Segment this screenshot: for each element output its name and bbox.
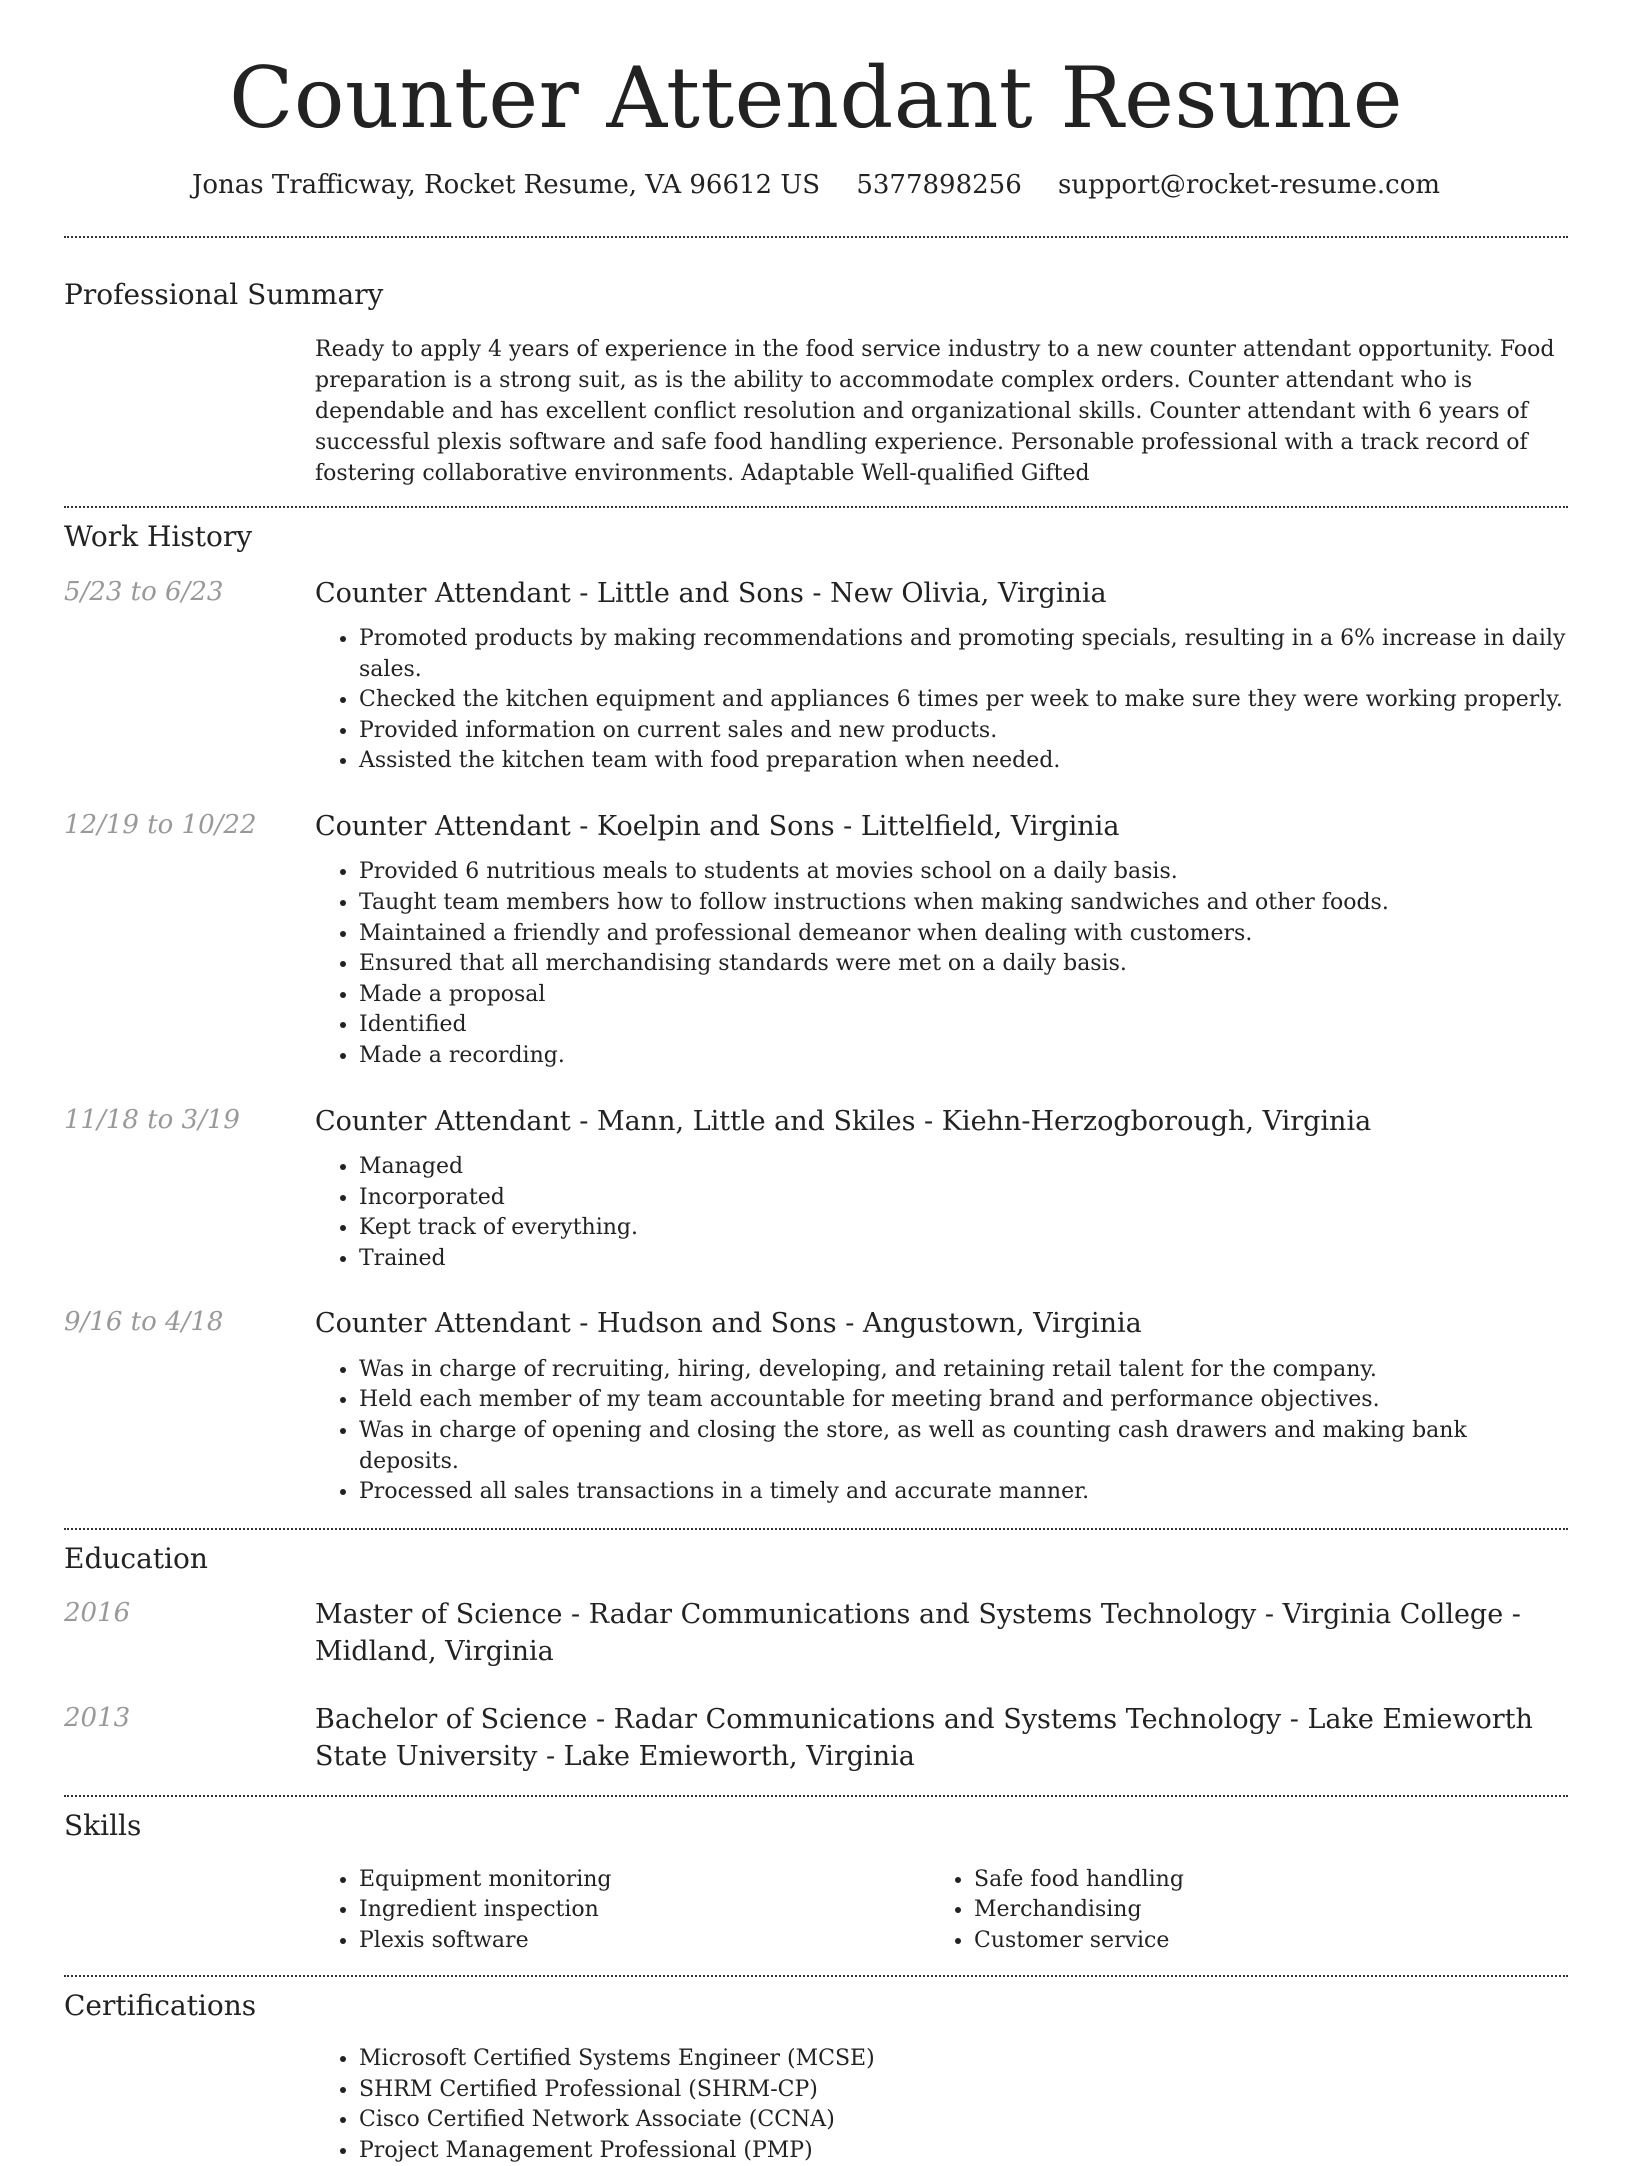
job-title: Counter Attendant - Little and Sons - New Olivia, Virginia <box>315 577 1107 609</box>
job-dates: 11/18 to 3/19 <box>64 1104 240 1135</box>
divider <box>64 236 1568 238</box>
job-entry <box>0 1306 1632 1507</box>
job-dates: 5/23 to 6/23 <box>64 576 224 607</box>
list-item: • Maintained a friendly and professional demeanor when dealing with customers. <box>359 919 1568 950</box>
contact-email: support@rocket-resume.com <box>1058 170 1441 201</box>
job-entry <box>0 1104 1632 1275</box>
certifications-heading: Certifications <box>64 1988 257 2022</box>
job-entry <box>0 576 1632 777</box>
list-item: • Safe food handling <box>974 1865 1545 1896</box>
list-item: • Trained <box>359 1244 1568 1275</box>
job-dates: 12/19 to 10/22 <box>64 809 257 840</box>
divider <box>64 1528 1568 1530</box>
job-bullets <box>315 857 1568 1071</box>
job-bullets <box>315 1355 1568 1508</box>
list-item: • Incorporated <box>359 1183 1568 1214</box>
list-item: • SHRM Certified Professional (SHRM-CP) <box>359 2075 1568 2106</box>
summary-text: Ready to apply 4 years of experience in the food service industry to a new counter attendant opportunity. Food preparation is a strong suit, as is the ability to accommodate complex orders. Counter attendant who is dependable and has excellent conflict resolution and organizational skills. Counter attendant with 6 years of successful plexis software and safe food handling experience. Personable professional with a track record of fostering collaborative environments. Adaptable Well-qualified Gifted <box>315 336 1555 486</box>
contact-address: Jonas Trafficway, Rocket Resume, VA 96612 US <box>191 170 821 201</box>
education-degree: Master of Science - Radar Communications and Systems Technology - Virginia College - Midland, Virginia <box>315 1599 1521 1667</box>
education-year: 2013 <box>64 1703 131 1734</box>
skills-section <box>0 1809 1632 1956</box>
list-item: • Kept track of everything. <box>359 1213 1568 1244</box>
list-item: • Processed all sales transactions in a timely and accurate manner. <box>359 1477 1568 1508</box>
summary-heading: Professional Summary <box>64 278 384 312</box>
list-item: • Plexis software <box>359 1926 930 1957</box>
job-bullets <box>315 1152 1568 1274</box>
list-item: • Ensured that all merchandising standards were met on a daily basis. <box>359 949 1568 980</box>
list-item: • Made a proposal <box>359 980 1568 1011</box>
list-item: • Equipment monitoring <box>359 1865 930 1896</box>
contact-phone: 5377898256 <box>856 170 1022 201</box>
job-title: Counter Attendant - Koelpin and Sons - Littelfield, Virginia <box>315 810 1120 842</box>
list-item: • Assisted the kitchen team with food preparation when needed. <box>359 746 1568 777</box>
education-degree: Bachelor of Science - Radar Communications and Systems Technology - Lake Emieworth State University - Lake Emieworth, Virginia <box>315 1704 1533 1772</box>
certifications-list <box>315 2044 1568 2166</box>
job-entry <box>0 809 1632 1072</box>
summary-section <box>0 278 1632 489</box>
list-item: • Microsoft Certified Systems Engineer (MCSE) <box>359 2044 1568 2075</box>
list-item: • Promoted products by making recommendations and promoting specials, resulting in a 6% increase in daily sales. <box>359 624 1568 685</box>
skills-heading: Skills <box>64 1809 142 1843</box>
list-item: • Ingredient inspection <box>359 1895 930 1926</box>
list-item: • Merchandising <box>974 1895 1545 1926</box>
certifications-section <box>0 1989 1632 2166</box>
contact-line <box>0 170 1632 200</box>
list-item: • Managed <box>359 1152 1568 1183</box>
divider <box>64 1795 1568 1797</box>
divider <box>64 506 1568 508</box>
list-item: • Held each member of my team accountable for meeting brand and performance objectives. <box>359 1385 1568 1416</box>
list-item: • Was in charge of recruiting, hiring, developing, and retaining retail talent for the company. <box>359 1355 1568 1386</box>
work-history-section <box>0 520 1632 1508</box>
list-item: • Was in charge of opening and closing the store, as well as counting cash drawers and making bank deposits. <box>359 1416 1568 1477</box>
list-item: • Checked the kitchen equipment and appliances 6 times per week to make sure they were working properly. <box>359 685 1568 716</box>
education-entry <box>0 1597 1632 1670</box>
list-item: • Identified <box>359 1010 1568 1041</box>
list-item: • Provided information on current sales and new products. <box>359 716 1568 747</box>
skills-list-left <box>315 1865 930 1957</box>
job-title: Counter Attendant - Mann, Little and Skiles - Kiehn-Herzogborough, Virginia <box>315 1105 1372 1137</box>
work-history-heading: Work History <box>64 519 253 553</box>
list-item: • Provided 6 nutritious meals to students at movies school on a daily basis. <box>359 857 1568 888</box>
list-item: • Made a recording. <box>359 1041 1568 1072</box>
education-entry <box>0 1702 1632 1775</box>
resume-title: Counter Attendant Resume <box>229 49 1403 147</box>
job-bullets <box>315 624 1568 777</box>
job-dates: 9/16 to 4/18 <box>64 1307 224 1338</box>
education-year: 2016 <box>64 1598 131 1629</box>
skills-list-right <box>930 1865 1545 1957</box>
divider <box>64 1975 1568 1977</box>
education-section <box>0 1542 1632 1775</box>
education-heading: Education <box>64 1541 208 1575</box>
list-item: • Customer service <box>974 1926 1545 1957</box>
job-title: Counter Attendant - Hudson and Sons - Angustown, Virginia <box>315 1308 1142 1340</box>
list-item: • Cisco Certified Network Associate (CCNA) <box>359 2105 1568 2136</box>
list-item: • Taught team members how to follow instructions when making sandwiches and other foods. <box>359 888 1568 919</box>
list-item: • Project Management Professional (PMP) <box>359 2136 1568 2166</box>
